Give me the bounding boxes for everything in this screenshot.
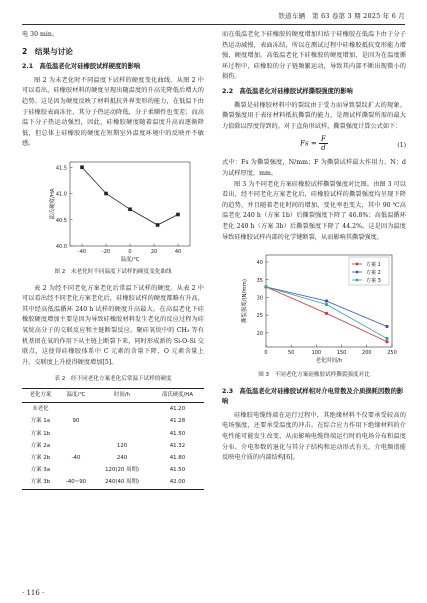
paragraph-dielectric: 硅橡胶电缆终端在运行过程中，其绝缘材料不仅要承受较高的电场强度，还要承受温度的冲击。在综合应力作用下绝缘材料的介电性能可能发生改变，从而影响电缆终端运行时的电场分布和温度分布。介电参数的退化与其分子结构和运动形式有关，介电频谱能反映电介质的内部结构[6]。 <box>222 411 406 462</box>
table-cell: 120 <box>116 442 128 449</box>
table-cell <box>93 403 151 416</box>
table-row <box>22 428 204 440</box>
table-cell: 41.28 <box>169 418 186 425</box>
table-header: 老化方案 <box>22 388 59 403</box>
series-point <box>385 337 388 340</box>
formula-denominator: d <box>321 144 326 153</box>
series-point <box>325 312 328 315</box>
formula-numerator: F <box>320 135 326 144</box>
table-cell: 240(40 周期) <box>93 477 151 490</box>
y-tick-label: 30 <box>256 295 263 302</box>
table-row <box>22 477 204 490</box>
table-cell <box>59 428 93 440</box>
table-cell: 方案 1a <box>30 418 50 425</box>
table-2-caption: 表 2 经不同老化方案老化后常温下试样的硬度 <box>54 376 172 383</box>
hardness-point <box>104 192 108 196</box>
y-tick-label: 41.0 <box>55 191 67 198</box>
table-row <box>22 440 204 452</box>
x-tick-label: -40 <box>77 248 87 255</box>
legend-label: 方案 3 <box>366 278 381 285</box>
x-tick-label: 50 <box>288 350 295 357</box>
series-point <box>385 325 388 328</box>
paragraph-formula-legend: 式中：Fs 为撕裂强度，N/mm；F 为撕裂试样最大作用力，N；d 为试样厚度，mm。 <box>222 159 406 177</box>
equation-number: (1) <box>397 142 406 150</box>
section-heading: 2 结果与讨论 <box>22 46 73 56</box>
y-tick-label: 40.5 <box>55 217 67 224</box>
table-cell: 41.80 <box>169 455 186 462</box>
x-tick-label: 0 <box>128 248 132 255</box>
x-tick-label: 150 <box>336 350 347 357</box>
table-cell: -40~90 <box>59 477 93 490</box>
plot-frame <box>70 162 190 246</box>
table-cell: 方案 2b <box>30 455 51 462</box>
x-tick-label: 0 <box>264 350 268 357</box>
legend-label: 方案 1 <box>366 262 381 269</box>
series-point <box>385 340 388 343</box>
table-row <box>22 452 204 464</box>
subsection-heading-2-2: 2.2 高低温老化对硅橡胶试样撕裂强度的影响 <box>222 87 353 95</box>
figure-2-caption: 图 2 未老化时不同温度下试样的硬度变化曲线 <box>54 268 172 275</box>
running-header <box>22 8 405 25</box>
page-number: · 116 · <box>22 589 45 597</box>
paragraph-hardness-cont: 而在低温老化下硅橡胶的硬度增加归结于硅橡胶在低温下由于分子热运动减慢，表面冻结，所以在测试过程中硅橡胶抵抗变形能力增强，硬度增加。高低温老化下硅橡胶的硬度增加，是因为在温度循环过程中，硅橡胶的分子链频繁运动，导致其内部不断出现微小的损伤。 <box>222 31 406 81</box>
table-cell: 方案 1b <box>30 430 51 437</box>
y-tick-label: 35 <box>256 277 263 284</box>
x-tick-label: 100 <box>311 350 322 357</box>
paragraph-intro-end: 电 30 min。 <box>22 31 59 38</box>
table-cell <box>93 416 151 428</box>
y-tick-label: 40 <box>256 260 263 267</box>
y-tick-label: 20 <box>256 330 263 337</box>
formula-lhs: Fs = <box>300 139 317 148</box>
tear-strength-formula <box>222 135 406 155</box>
y-tick-label: 41.5 <box>55 165 67 172</box>
table-cell: 42.00 <box>151 477 204 490</box>
x-tick-label: 250 <box>387 350 397 357</box>
legend-marker <box>356 263 359 266</box>
figure-3-caption: 图 3 不同老化方案硅橡胶试样撕裂强度对比 <box>258 372 370 379</box>
subsection-heading-2-3: 2.3 高低温老化对硅橡胶试样相对介电常数及介质损耗因数的影响 <box>222 387 404 406</box>
x-tick-label: 200 <box>362 350 372 357</box>
journal-info: 铁道车辆 第 63 卷第 3 期 2025 年 6 月 <box>278 12 405 20</box>
table-header: 邵氏硬度/HA <box>151 388 204 403</box>
y-axis-label: 邵氏硬度/HA <box>50 188 56 220</box>
x-tick-label: 20 <box>150 248 158 255</box>
hardness-point <box>176 213 180 217</box>
table-header: 温度/℃ <box>59 388 93 403</box>
y-axis-label: 撕裂强度/(N/mm) <box>242 279 248 324</box>
y-tick-label: 40.0 <box>55 243 67 250</box>
table-cell: 未老化 <box>32 406 49 413</box>
y-tick-label: 25 <box>256 313 263 320</box>
hardness-point <box>80 165 84 169</box>
series-point <box>264 285 267 288</box>
table-cell <box>59 403 93 416</box>
table-cell <box>59 440 93 452</box>
paragraph-hardness-temp: 图 2 为未老化时不同温度下试样的硬度变化曲线。从图 2 中可以看出，硅橡胶材料的硬度呈现出随温度的升高先降低后增大的趋势。这是因为硬度反映了材料抵抗外界变形的能力，在低温下由于硅橡胶表面冻住，其分子热运动降低，分子柔顺性也变差；而高温下分子热运动强烈，因此，硅橡胶硬度随着温度升高而逐渐降低，但总体上硅橡胶的硬度在短期室外温度环境中的反映并不敏感。 <box>22 76 204 148</box>
table-cell: 方案 3b <box>22 477 59 490</box>
paragraph-hardness-aging: 表 2 为经不同老化方案老化后常温下试样的硬度。从表 2 中可以看出经不同老化方案老化后，硅橡胶试样的硬度都略有升高，其中经高低温循环 240 h 试样的硬度升高最大。在高温老化下硅橡胶硬度增加主要是因为导致硅橡胶材料发生老化的反应过程为硅氧烷高分子的交联反应和主链断裂反应。聚硅氧烷中的 CH₃ 等有机基团在氧的作用下从主链上断裂下来，同时形成新的 Si-O-Si 交联点，这使得硅橡胶体系中 C 元素的含量下降，O 元素含量上升，交联度上升使得硬度增加[5]。 <box>22 284 204 366</box>
hardness-table <box>22 388 204 490</box>
table-cell: -40 <box>71 455 81 462</box>
table-row <box>22 403 204 416</box>
subsection-heading-2-1: 2.1 高低温老化对硅橡胶试样硬度的影响 <box>22 63 141 71</box>
x-tick-label: -20 <box>101 248 111 255</box>
table-cell: 90 <box>72 418 80 425</box>
legend-label: 方案 2 <box>366 270 381 277</box>
formula-fraction <box>319 135 328 152</box>
tear-strength-chart <box>222 249 406 367</box>
series-point <box>325 303 328 306</box>
table-cell: 240 <box>116 455 128 462</box>
x-tick-label: 40 <box>174 248 182 255</box>
table-cell: 41.32 <box>169 442 186 449</box>
right-column <box>222 30 406 464</box>
hardness-point <box>128 207 132 211</box>
paragraph-tear-results: 图 3 为不同老化方案硅橡胶试样撕裂强度对比图。由图 3 可以看出，经不同老化方案老化后，硅橡胶试样的撕裂强度均呈现下降的趋势，并且随着老化时间的增加，变化率也变大，其中 90 ℃高温老化 240 h（方案 1b）后撕裂强度下降了 46.8%；高低温循环老化 240 h（方案 3b）后撕裂强度下降了 44.2%。这是因为温度导致硅橡胶试样内部的化学键断裂，从而影响其撕裂强度。 <box>222 180 406 241</box>
series-point <box>325 299 328 302</box>
paragraph-tear-definition: 撕裂是硅橡胶材料中的裂纹由于受力而导致裂纹扩大的现象。撕裂强度用于表征材料抵抗撕裂的能力，是测试样撕裂所需的最大力值除以厚度得到的。对于直角形试样，撕裂强度计算公式如下： <box>222 101 406 130</box>
table-cell <box>59 464 93 476</box>
table-cell: 方案 2a <box>30 442 50 449</box>
table-cell: 41.50 <box>169 467 186 474</box>
legend-marker <box>356 279 359 282</box>
table-cell: 方案 3a <box>30 467 50 474</box>
table-header: 时间/h <box>93 388 151 403</box>
series-line <box>266 287 387 327</box>
hardness-line <box>82 167 178 225</box>
x-axis-label: 老化时间/h <box>315 358 343 365</box>
hardness-temperature-chart <box>22 156 204 264</box>
table-cell <box>93 428 151 440</box>
table-cell: 41.20 <box>169 406 186 413</box>
x-axis-label: 温度/℃ <box>120 256 140 263</box>
legend-marker <box>356 271 359 274</box>
table-cell: 41.50 <box>169 430 186 437</box>
hardness-point <box>156 223 160 227</box>
table-cell: 120(20 周期) <box>105 467 139 474</box>
table-row <box>22 464 204 476</box>
table-row <box>22 416 204 428</box>
left-column <box>22 30 204 490</box>
